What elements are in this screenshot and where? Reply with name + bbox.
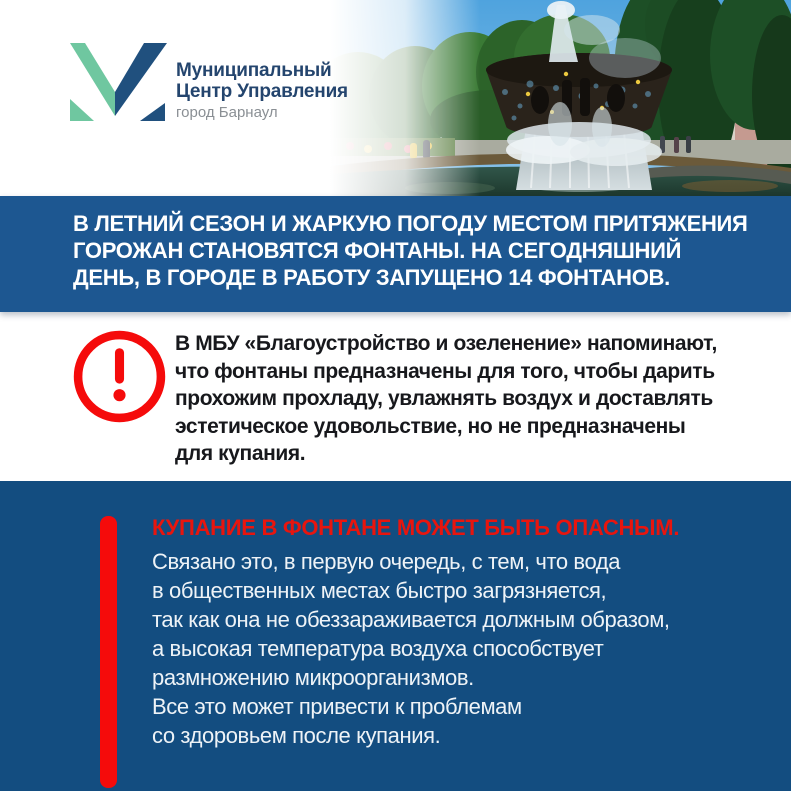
text-line: Все это может привести к проблемам [152,694,522,719]
exclamation-circle-icon [69,326,170,427]
warning-content [152,514,679,750]
logo-subtitle: город Барнаул [176,104,278,121]
logo-title-line2: Центр Управления [176,81,348,102]
banner-line: ГОРОЖАН СТАНОВЯТСЯ ФОНТАНЫ. НА СЕГОДНЯШНИЙ [73,238,682,263]
text-line: Связано это, в первую очередь, с тем, что вода [152,549,621,574]
text-line: В МБУ «Благоустройство и озеленение» напоминают, [175,332,717,355]
text-line: размножению микроорганизмов. [152,665,474,690]
banner-line: В ЛЕТНИЙ СЕЗОН И ЖАРКУЮ ПОГОДУ МЕСТОМ ПРИТЯЖЕНИЯ [73,211,748,236]
text-line: а высокая температура воздуха способствует [152,636,604,661]
text-line: эстетическое удовольствие, но не предназначены [175,414,686,438]
warning-section [0,481,791,791]
text-line: прохожим прохладу, увлажнять воздух и доставлять [175,387,713,410]
logo-title-line1: Муниципальный [176,60,332,81]
text-line: что фонтаны предназначены для того, чтобы дарить [175,359,715,383]
logo [68,42,348,124]
logo-text [176,42,348,122]
mcu-logo-mark [68,42,168,124]
banner-section [0,196,791,312]
header-section [0,0,791,196]
notice-text [175,330,717,468]
notice-section [0,312,791,481]
text-line: в общественных местах быстро загрязняется, [152,578,607,603]
red-accent-bar [100,516,117,788]
fountain-photo-scene [330,0,791,196]
text-line: со здоровьем после купания. [152,723,441,748]
text-line: для купания. [175,442,306,465]
fountain-photo [330,0,791,196]
warning-heading: КУПАНИЕ В ФОНТАНЕ МОЖЕТ БЫТЬ ОПАСНЫМ. [152,515,680,540]
text-line: так как она не обеззараживается должным образом, [152,607,670,632]
banner-line: ДЕНЬ, В ГОРОДЕ В РАБОТУ ЗАПУЩЕНО 14 ФОНТАНОВ. [73,265,670,290]
